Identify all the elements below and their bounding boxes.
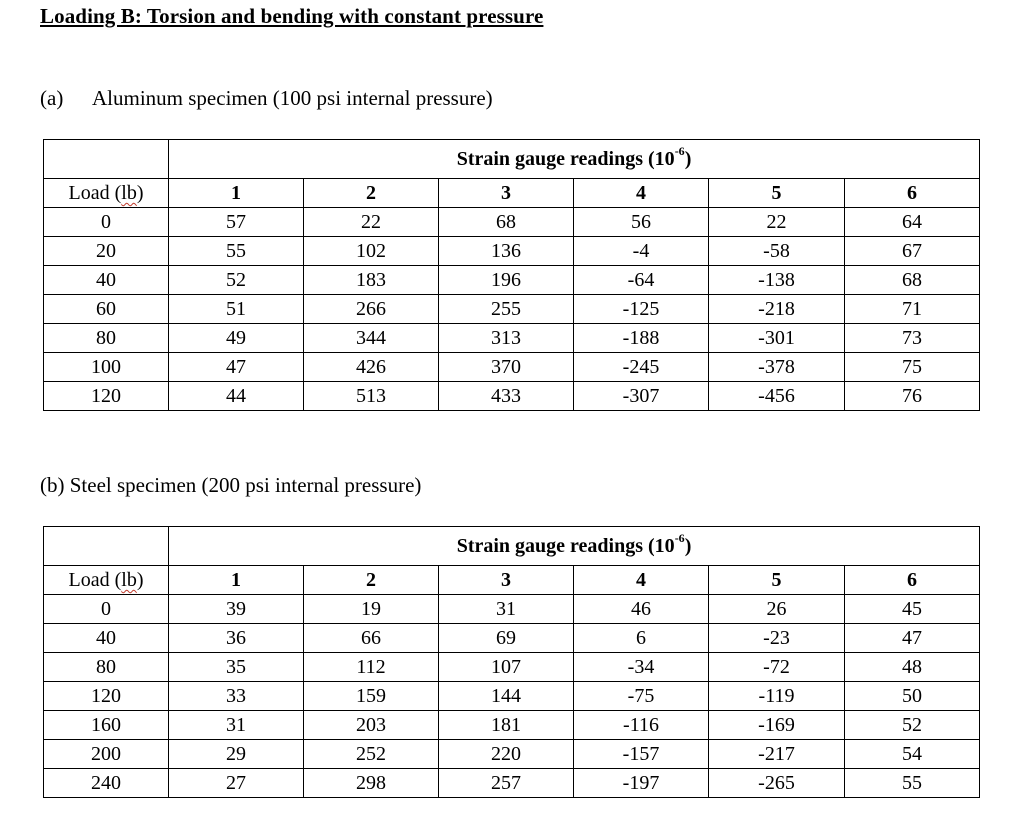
table-row bbox=[44, 382, 980, 411]
gauge-reading-cell: -72 bbox=[709, 653, 845, 682]
gauge-header: 2 bbox=[304, 179, 439, 208]
table-row bbox=[44, 208, 980, 237]
gauge-reading-cell: -378 bbox=[709, 353, 845, 382]
gauge-reading-cell: 52 bbox=[169, 266, 304, 295]
aluminum-strain-table bbox=[43, 139, 980, 411]
gauge-reading-cell: 220 bbox=[439, 740, 574, 769]
gauge-header: 1 bbox=[169, 566, 304, 595]
gauge-reading-cell: 31 bbox=[169, 711, 304, 740]
caption-steel: (b) Steel specimen (200 psi internal pressure) bbox=[40, 473, 422, 497]
gauge-reading-cell: -456 bbox=[709, 382, 845, 411]
table-row bbox=[44, 324, 980, 353]
table-row bbox=[44, 682, 980, 711]
gauge-reading-cell: -58 bbox=[709, 237, 845, 266]
gauge-header: 5 bbox=[709, 179, 845, 208]
gauge-reading-cell: 67 bbox=[845, 237, 980, 266]
gauge-reading-cell: 39 bbox=[169, 595, 304, 624]
load-cell: 160 bbox=[44, 711, 169, 740]
gauge-reading-cell: 73 bbox=[845, 324, 980, 353]
load-cell: 0 bbox=[44, 208, 169, 237]
empty-corner-cell bbox=[44, 527, 169, 566]
gauge-header: 6 bbox=[845, 179, 980, 208]
load-cell: 60 bbox=[44, 295, 169, 324]
gauge-reading-cell: 112 bbox=[304, 653, 439, 682]
table-row bbox=[44, 266, 980, 295]
gauge-header: 5 bbox=[709, 566, 845, 595]
table-row bbox=[44, 353, 980, 382]
gauge-reading-cell: 196 bbox=[439, 266, 574, 295]
gauge-reading-cell: 50 bbox=[845, 682, 980, 711]
load-cell: 0 bbox=[44, 595, 169, 624]
gauge-reading-cell: 57 bbox=[169, 208, 304, 237]
gauge-reading-cell: -218 bbox=[709, 295, 845, 324]
gauge-reading-cell: 298 bbox=[304, 769, 439, 798]
steel-strain-table bbox=[43, 526, 980, 798]
gauge-reading-cell: 48 bbox=[845, 653, 980, 682]
gauge-reading-cell: -64 bbox=[574, 266, 709, 295]
load-cell: 40 bbox=[44, 624, 169, 653]
gauge-reading-cell: 26 bbox=[709, 595, 845, 624]
table-row bbox=[44, 740, 980, 769]
gauge-reading-cell: 66 bbox=[304, 624, 439, 653]
gauge-reading-cell: 183 bbox=[304, 266, 439, 295]
gauge-reading-cell: 55 bbox=[845, 769, 980, 798]
steel-table-body bbox=[44, 595, 980, 798]
gauge-reading-cell: 266 bbox=[304, 295, 439, 324]
load-cell: 80 bbox=[44, 653, 169, 682]
gauge-reading-cell: 49 bbox=[169, 324, 304, 353]
gauge-reading-cell: 107 bbox=[439, 653, 574, 682]
gauge-header: 2 bbox=[304, 566, 439, 595]
gauge-reading-cell: -188 bbox=[574, 324, 709, 353]
gauge-reading-cell: 22 bbox=[304, 208, 439, 237]
load-column-header: Load (lb) bbox=[44, 566, 169, 595]
strain-gauge-group-header: Strain gauge readings $(10^{-6})$ bbox=[169, 140, 980, 179]
gauge-header: 4 bbox=[574, 179, 709, 208]
caption-aluminum-text: Aluminum specimen (100 psi internal pressure) bbox=[92, 86, 493, 110]
gauge-reading-cell: -75 bbox=[574, 682, 709, 711]
gauge-reading-cell: -119 bbox=[709, 682, 845, 711]
gauge-reading-cell: -116 bbox=[574, 711, 709, 740]
gauge-reading-cell: -245 bbox=[574, 353, 709, 382]
gauge-reading-cell: 252 bbox=[304, 740, 439, 769]
load-cell: 40 bbox=[44, 266, 169, 295]
gauge-reading-cell: 159 bbox=[304, 682, 439, 711]
table-row bbox=[44, 624, 980, 653]
gauge-reading-cell: 47 bbox=[169, 353, 304, 382]
gauge-reading-cell: 370 bbox=[439, 353, 574, 382]
gauge-reading-cell: 54 bbox=[845, 740, 980, 769]
gauge-reading-cell: -4 bbox=[574, 237, 709, 266]
gauge-reading-cell: 144 bbox=[439, 682, 574, 711]
gauge-reading-cell: 136 bbox=[439, 237, 574, 266]
gauge-reading-cell: 76 bbox=[845, 382, 980, 411]
gauge-reading-cell: -34 bbox=[574, 653, 709, 682]
gauge-reading-cell: -265 bbox=[709, 769, 845, 798]
table-row bbox=[44, 711, 980, 740]
gauge-reading-cell: 46 bbox=[574, 595, 709, 624]
empty-corner-cell bbox=[44, 140, 169, 179]
gauge-reading-cell: 69 bbox=[439, 624, 574, 653]
document-heading: Loading B: Torsion and bending with constant pressure bbox=[40, 4, 544, 28]
gauge-reading-cell: 313 bbox=[439, 324, 574, 353]
gauge-reading-cell: -138 bbox=[709, 266, 845, 295]
gauge-reading-cell: 51 bbox=[169, 295, 304, 324]
gauge-header: 3 bbox=[439, 179, 574, 208]
table-row bbox=[44, 237, 980, 266]
gauge-reading-cell: 44 bbox=[169, 382, 304, 411]
load-cell: 120 bbox=[44, 682, 169, 711]
gauge-reading-cell: -157 bbox=[574, 740, 709, 769]
load-cell: 120 bbox=[44, 382, 169, 411]
gauge-header: 4 bbox=[574, 566, 709, 595]
gauge-reading-cell: 31 bbox=[439, 595, 574, 624]
table-title-row bbox=[44, 140, 980, 179]
gauge-reading-cell: 52 bbox=[845, 711, 980, 740]
table-row bbox=[44, 595, 980, 624]
gauge-reading-cell: -197 bbox=[574, 769, 709, 798]
gauge-reading-cell: 426 bbox=[304, 353, 439, 382]
load-cell: 20 bbox=[44, 237, 169, 266]
gauge-reading-cell: 181 bbox=[439, 711, 574, 740]
gauge-reading-cell: 19 bbox=[304, 595, 439, 624]
gauge-reading-cell: 29 bbox=[169, 740, 304, 769]
gauge-reading-cell: 64 bbox=[845, 208, 980, 237]
table-row bbox=[44, 653, 980, 682]
gauge-reading-cell: 47 bbox=[845, 624, 980, 653]
gauge-reading-cell: 68 bbox=[845, 266, 980, 295]
gauge-reading-cell: 22 bbox=[709, 208, 845, 237]
gauge-reading-cell: 45 bbox=[845, 595, 980, 624]
caption-aluminum bbox=[40, 86, 493, 111]
caption-aluminum-letter: (a) bbox=[40, 86, 64, 110]
gauge-reading-cell: -301 bbox=[709, 324, 845, 353]
table-row bbox=[44, 769, 980, 798]
gauge-reading-cell: -307 bbox=[574, 382, 709, 411]
gauge-reading-cell: 27 bbox=[169, 769, 304, 798]
load-cell: 200 bbox=[44, 740, 169, 769]
gauge-reading-cell: 71 bbox=[845, 295, 980, 324]
load-cell: 80 bbox=[44, 324, 169, 353]
gauge-header: 6 bbox=[845, 566, 980, 595]
gauge-reading-cell: 203 bbox=[304, 711, 439, 740]
gauge-reading-cell: 56 bbox=[574, 208, 709, 237]
gauge-reading-cell: 433 bbox=[439, 382, 574, 411]
gauge-reading-cell: 257 bbox=[439, 769, 574, 798]
gauge-reading-cell: 102 bbox=[304, 237, 439, 266]
gauge-reading-cell: 55 bbox=[169, 237, 304, 266]
gauge-reading-cell: 35 bbox=[169, 653, 304, 682]
gauge-header: 3 bbox=[439, 566, 574, 595]
gauge-reading-cell: 33 bbox=[169, 682, 304, 711]
gauge-reading-cell: 36 bbox=[169, 624, 304, 653]
gauge-reading-cell: -169 bbox=[709, 711, 845, 740]
gauge-reading-cell: 344 bbox=[304, 324, 439, 353]
gauge-reading-cell: -23 bbox=[709, 624, 845, 653]
load-column-header: Load (lb) bbox=[44, 179, 169, 208]
gauge-reading-cell: 6 bbox=[574, 624, 709, 653]
aluminum-table-body bbox=[44, 208, 980, 411]
gauge-number-row bbox=[44, 179, 980, 208]
load-cell: 240 bbox=[44, 769, 169, 798]
gauge-reading-cell: 75 bbox=[845, 353, 980, 382]
load-cell: 100 bbox=[44, 353, 169, 382]
gauge-reading-cell: 68 bbox=[439, 208, 574, 237]
gauge-header: 1 bbox=[169, 179, 304, 208]
strain-gauge-group-header: Strain gauge readings $(10^{-6})$ bbox=[169, 527, 980, 566]
gauge-reading-cell: -125 bbox=[574, 295, 709, 324]
table-title-row bbox=[44, 527, 980, 566]
gauge-reading-cell: 513 bbox=[304, 382, 439, 411]
table-row bbox=[44, 295, 980, 324]
gauge-reading-cell: 255 bbox=[439, 295, 574, 324]
gauge-number-row bbox=[44, 566, 980, 595]
gauge-reading-cell: -217 bbox=[709, 740, 845, 769]
